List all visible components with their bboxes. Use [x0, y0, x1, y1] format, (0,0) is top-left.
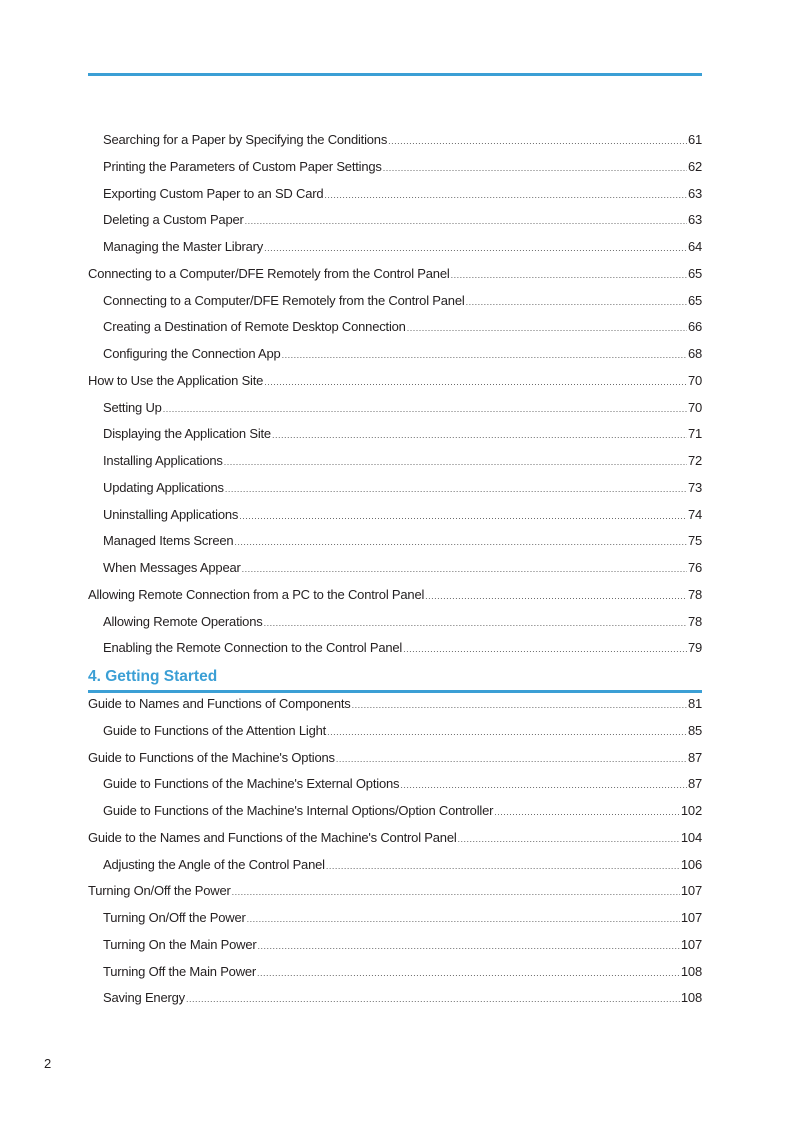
- toc-entry-page: 102: [680, 803, 702, 818]
- toc-entry[interactable]: [88, 937, 702, 964]
- toc-entry-page: 81: [687, 696, 702, 711]
- dot-leader: [264, 618, 687, 628]
- toc-entry-page: 75: [687, 533, 702, 549]
- dot-leader: [400, 780, 687, 790]
- toc-entry-title: Guide to Names and Functions of Components: [88, 696, 351, 711]
- toc-entry-page: 78: [687, 586, 702, 602]
- toc-entry[interactable]: [88, 346, 702, 373]
- toc-entry[interactable]: [88, 750, 702, 777]
- toc-entry[interactable]: [88, 990, 702, 1017]
- toc-entry-title: Guide to Functions of the Machine's Options: [88, 749, 335, 765]
- dot-leader: [326, 861, 680, 871]
- dot-leader: [388, 136, 687, 146]
- toc-entry-page: 108: [680, 990, 702, 1006]
- toc-entry-title: Turning On/Off the Power: [103, 910, 246, 925]
- toc-entry-page: 87: [687, 749, 702, 765]
- toc-entry-title: Connecting to a Computer/DFE Remotely from the Control Panel: [88, 265, 450, 281]
- toc-entry-page: 76: [687, 560, 702, 575]
- toc-entry[interactable]: [88, 400, 702, 427]
- toc-entry-page: 64: [687, 239, 702, 254]
- toc-entry-page: 70: [687, 399, 702, 415]
- dot-leader: [403, 644, 687, 654]
- dot-leader: [327, 727, 687, 737]
- toc-entry[interactable]: [88, 239, 702, 266]
- toc-entry-page: 63: [687, 185, 702, 201]
- toc-entry[interactable]: [88, 480, 702, 507]
- dot-leader: [224, 457, 687, 467]
- toc-entry-page: 61: [687, 132, 702, 147]
- dot-leader: [383, 163, 687, 173]
- toc-entry[interactable]: [88, 696, 702, 723]
- toc-list: [88, 696, 702, 1017]
- toc-entry[interactable]: [88, 560, 702, 587]
- toc-entry[interactable]: [88, 910, 702, 937]
- dot-leader: [257, 968, 680, 978]
- toc-entry-page: 68: [687, 346, 702, 361]
- toc-entry[interactable]: [88, 507, 702, 534]
- toc-entry-page: 62: [687, 158, 702, 174]
- toc-entry-page: 108: [680, 963, 702, 979]
- toc-entry[interactable]: [88, 964, 702, 991]
- toc-entry[interactable]: [88, 132, 702, 159]
- toc-entry[interactable]: [88, 266, 702, 293]
- toc-entry[interactable]: [88, 426, 702, 453]
- toc-entry-page: 107: [680, 910, 702, 925]
- toc-entry[interactable]: [88, 373, 702, 400]
- dot-leader: [239, 511, 687, 521]
- toc-entry-title: Installing Applications: [103, 453, 223, 468]
- toc-entry[interactable]: [88, 319, 702, 346]
- toc-entry-page: 85: [687, 722, 702, 738]
- toc-entry-title: Turning On/Off the Power: [88, 883, 231, 899]
- toc-entry-page: 104: [680, 829, 702, 845]
- toc-entry-page: 78: [687, 613, 702, 629]
- chapter-heading[interactable]: 4. Getting Started: [88, 668, 702, 693]
- dot-leader: [242, 564, 687, 574]
- toc-entry-title: When Messages Appear: [103, 560, 241, 575]
- toc-entry-title: Uninstalling Applications: [103, 506, 239, 522]
- toc-entry-title: Turning Off the Main Power: [103, 963, 257, 979]
- toc-entry-title: Connecting to a Computer/DFE Remotely from the Control Panel: [103, 292, 465, 308]
- toc-entry[interactable]: [88, 803, 702, 830]
- header-rule: [88, 73, 702, 76]
- toc-entry-page: 72: [687, 453, 702, 468]
- dot-leader: [336, 754, 687, 764]
- toc-entry-title: Printing the Parameters of Custom Paper Settings: [103, 158, 382, 174]
- toc-entry-title: Saving Energy: [103, 990, 185, 1006]
- toc-entry-page: 106: [680, 856, 702, 872]
- toc-entry-title: Turning On the Main Power: [103, 936, 257, 952]
- toc-entry[interactable]: [88, 453, 702, 480]
- toc-entry-page: 63: [687, 212, 702, 228]
- toc-entry[interactable]: [88, 186, 702, 213]
- toc-entry[interactable]: [88, 776, 702, 803]
- dot-leader: [245, 216, 687, 226]
- toc-entry[interactable]: [88, 614, 702, 641]
- toc-entry-title: Guide to the Names and Functions of the Machine's Control Panel: [88, 829, 457, 845]
- toc-entry[interactable]: [88, 587, 702, 614]
- dot-leader: [324, 190, 687, 200]
- dot-leader: [232, 887, 680, 897]
- toc-entry-page: 107: [680, 936, 702, 952]
- toc-entry[interactable]: [88, 533, 702, 560]
- dot-leader: [282, 350, 687, 360]
- toc-list: [88, 132, 702, 667]
- toc-entry-title: Managing the Master Library: [103, 239, 264, 254]
- toc-entry[interactable]: [88, 159, 702, 186]
- toc-entry-title: Configuring the Connection App: [103, 346, 281, 361]
- toc-entry[interactable]: [88, 212, 702, 239]
- dot-leader: [264, 377, 687, 387]
- toc-entry-title: Enabling the Remote Connection to the Control Panel: [103, 640, 403, 656]
- dot-leader: [186, 994, 680, 1004]
- dot-leader: [352, 700, 687, 710]
- toc-entry-page: 79: [687, 640, 702, 656]
- toc-entry-title: Exporting Custom Paper to an SD Card: [103, 185, 324, 201]
- dot-leader: [257, 941, 679, 951]
- toc-entry-title: Allowing Remote Operations: [103, 613, 263, 629]
- toc-entry-title: Managed Items Screen: [103, 533, 234, 549]
- dot-leader: [272, 430, 687, 440]
- toc-entry-title: Guide to Functions of the Machine's Internal Options/Option Controller: [103, 803, 494, 818]
- toc-entry-title: Creating a Destination of Remote Desktop Connection: [103, 319, 406, 335]
- toc-entry-page: 65: [687, 292, 702, 308]
- toc-entry-page: 66: [687, 319, 702, 335]
- toc-entry[interactable]: [88, 857, 702, 884]
- dot-leader: [466, 297, 687, 307]
- toc-entry-title: Updating Applications: [103, 479, 224, 495]
- toc-entry-page: 73: [687, 479, 702, 495]
- dot-leader: [225, 484, 687, 494]
- toc-entry-page: 71: [687, 426, 702, 442]
- toc-entry-title: Guide to Functions of the Machine's External Options: [103, 776, 400, 792]
- dot-leader: [163, 404, 687, 414]
- toc-entry-title: Guide to Functions of the Attention Light: [103, 722, 327, 738]
- toc-entry-page: 87: [687, 776, 702, 792]
- toc-entry-title: Deleting a Custom Paper: [103, 212, 244, 228]
- toc-entry-page: 70: [687, 372, 702, 388]
- toc-entry[interactable]: [88, 640, 702, 667]
- dot-leader: [264, 243, 687, 253]
- toc-entry-title: Adjusting the Angle of the Control Panel: [103, 856, 325, 872]
- dot-leader: [458, 834, 680, 844]
- toc-entry[interactable]: [88, 723, 702, 750]
- dot-leader: [494, 807, 680, 817]
- toc-entry-page: 65: [687, 265, 702, 281]
- toc-entry-title: Allowing Remote Connection from a PC to the Control Panel: [88, 586, 425, 602]
- dot-leader: [425, 591, 687, 601]
- dot-leader: [234, 537, 687, 547]
- toc-entry-title: Displaying the Application Site: [103, 426, 271, 442]
- dot-leader: [407, 323, 687, 333]
- toc-entry-page: 107: [680, 883, 702, 899]
- page-number: 2: [44, 1056, 52, 1071]
- toc-entry[interactable]: [88, 830, 702, 857]
- toc-entry[interactable]: [88, 293, 702, 320]
- toc-entry-page: 74: [687, 506, 702, 522]
- toc-entry-title: Searching for a Paper by Specifying the Conditions: [103, 132, 388, 147]
- toc-entry[interactable]: [88, 883, 702, 910]
- dot-leader: [451, 270, 687, 280]
- toc-entry-title: How to Use the Application Site: [88, 372, 264, 388]
- dot-leader: [247, 914, 680, 924]
- toc-entry-title: Setting Up: [103, 399, 162, 415]
